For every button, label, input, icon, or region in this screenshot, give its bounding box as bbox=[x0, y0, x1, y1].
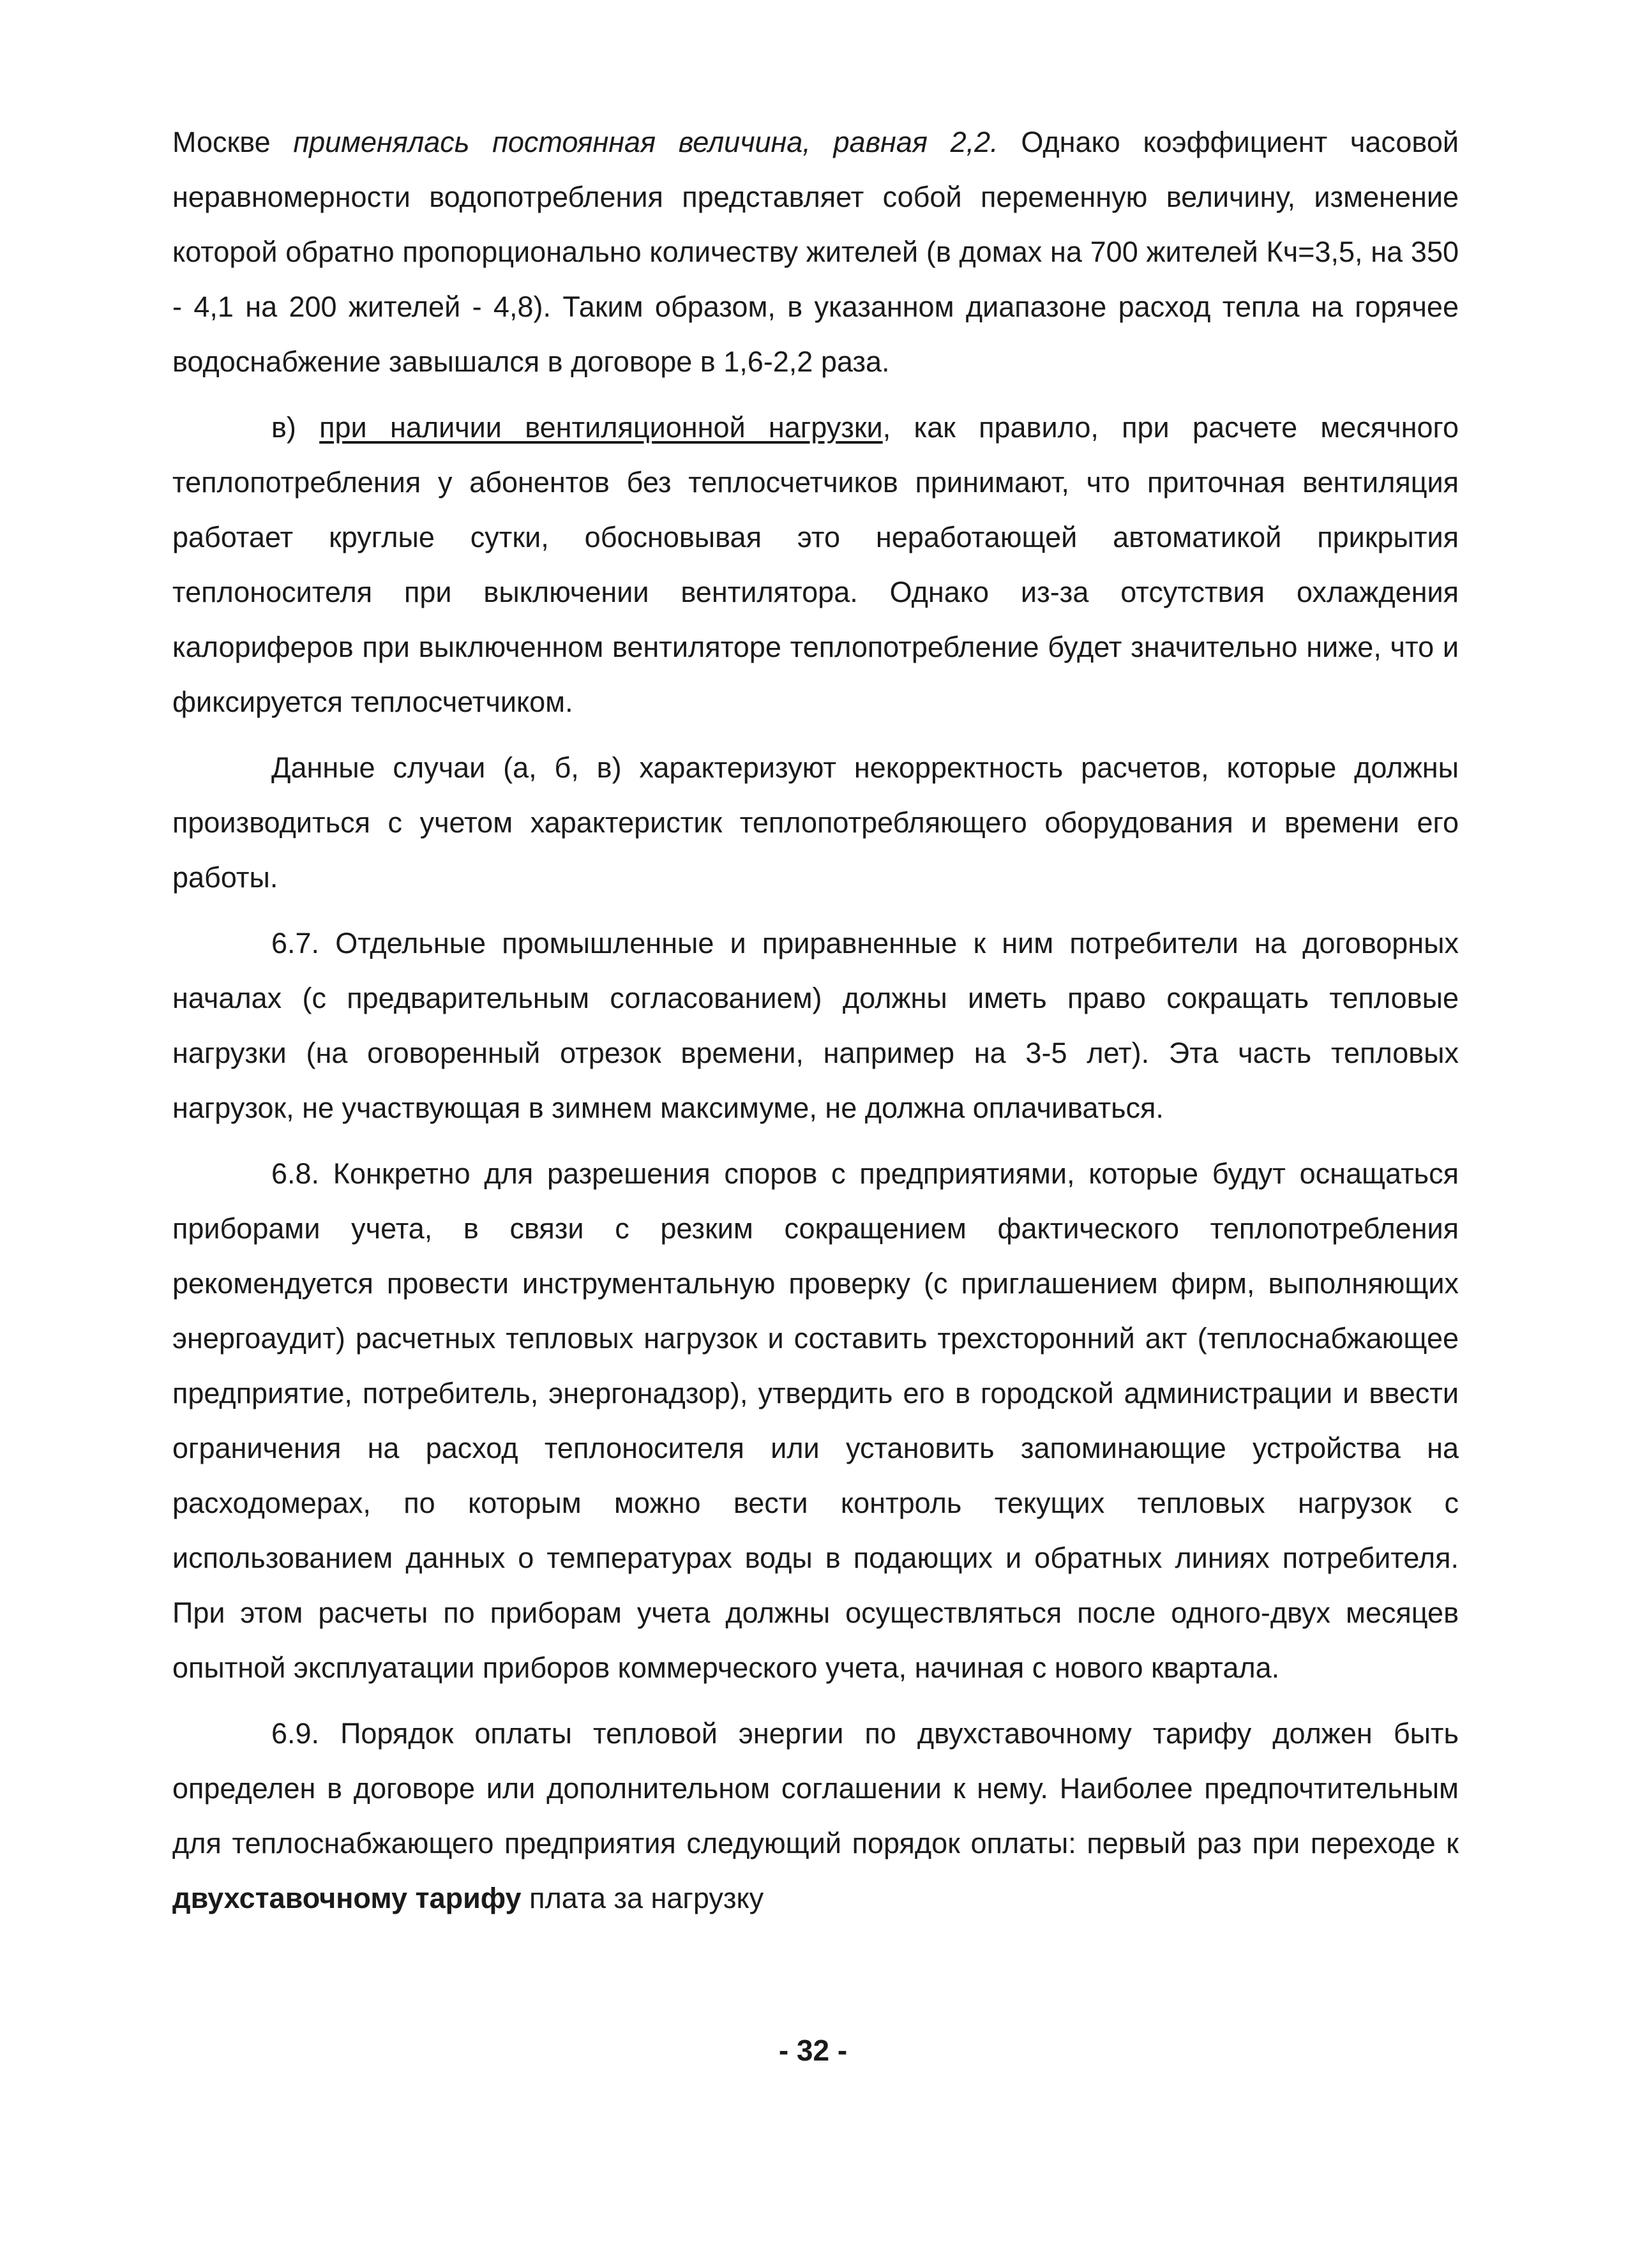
bold-emphasis: двухставочному тарифу bbox=[172, 1882, 522, 1914]
italic-emphasis: применялась постоянная величина, равная 2,2. bbox=[293, 126, 998, 158]
document-page bbox=[172, 115, 1459, 1937]
paragraph-text: 6.7. Отдельные промышленные и приравненные к ним потребители на договорных началах (с предварительным согласованием) должны иметь право сокращать тепловые нагрузки (на оговоренный отрезок времени, например на 3-5 лет). Эта часть тепловых нагрузок, не участвующая в зимнем максимуме, не должна оплачиваться. bbox=[172, 927, 1459, 1124]
paragraph-text: 6.8. Конкретно для разрешения споров с предприятиями, которые будут оснащаться приборами учета, в связи с резким сокращением фактического теплопотребления рекомендуется провести инструментальную проверку (с приглашением фирм, выполняющих энергоаудит) расчетных тепловых нагрузок и составить трехсторонний акт (теплоснабжающее предприятие, потребитель, энергонадзор), утвердить его в городской администрации и ввести ограничения на расход теплоносителя или установить запоминающие устройства на расходомерах, по которым можно вести контроль текущих тепловых нагрузок с использованием данных о температурах воды в подающих и обратных линиях потребителя. При этом расчеты по приборам учета должны осуществляться после одного-двух месяцев опытной эксплуатации приборов коммерческого учета, начиная с нового квартала. bbox=[172, 1157, 1459, 1684]
paragraph-section-6-9 bbox=[172, 1706, 1459, 1926]
paragraph-text: Москве bbox=[172, 126, 294, 158]
paragraph-text: Данные случаи (а, б, в) характеризуют некорректность расчетов, которые должны производиться с учетом характеристик теплопотребляющего оборудования и времени его работы. bbox=[172, 751, 1459, 894]
paragraph-section-6-7 bbox=[172, 916, 1459, 1136]
paragraph-text: 6.9. Порядок оплаты тепловой энергии по двухставочному тарифу должен быть определен в договоре или дополнительном соглашении к нему. Наиболее предпочтительным для теплоснабжающего предприятия следующий порядок оплаты: первый раз при переходе к bbox=[172, 1717, 1459, 1859]
paragraph-hot-water-coefficient bbox=[172, 115, 1459, 389]
paragraph-text: , как правило, при расчете месячного теплопотребления у абонентов без теплосчетчиков принимают, что приточная вентиляция работает круглые сутки, обосновывая это неработающей автоматикой прикрытия теплоносителя при выключении вентилятора. Однако из-за отсутствия охлаждения калориферов при выключенном вентиляторе теплопотребление будет значительно ниже, что и фиксируется теплосчетчиком. bbox=[172, 411, 1459, 718]
paragraph-cases-summary bbox=[172, 740, 1459, 905]
paragraph-ventilation-load bbox=[172, 400, 1459, 730]
paragraph-section-6-8 bbox=[172, 1146, 1459, 1695]
paragraph-text: плата за нагрузку bbox=[521, 1882, 764, 1914]
underlined-heading: при наличии вентиляционной нагрузки bbox=[319, 411, 883, 444]
list-marker: в) bbox=[271, 411, 320, 444]
page-number: - 32 - bbox=[778, 2034, 848, 2067]
paragraph-text: Однако коэффициент часовой неравномерности водопотребления представляет собой переменную величину, изменение которой обратно пропорционально количеству жителей (в домах на 700 жителей Кч=3,5, на 350 - 4,1 на 200 жителей - 4,8). Таким образом, в указанном диапазоне расход тепла на горячее водоснабжение завышался в договоре в 1,6-2,2 раза. bbox=[172, 126, 1459, 378]
